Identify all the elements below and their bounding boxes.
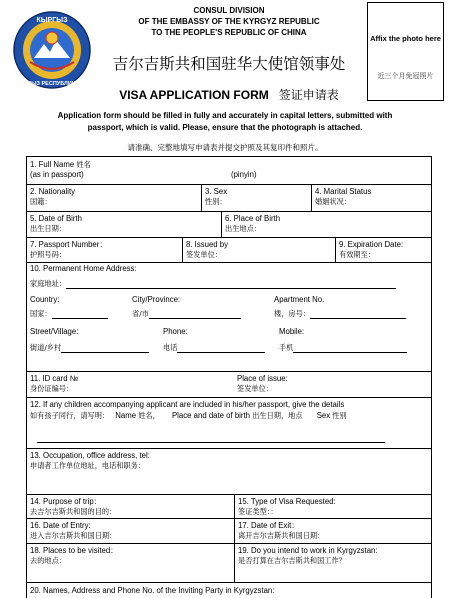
header-consul-division: CONSUL DIVISION	[193, 6, 265, 15]
field-purpose-of-trip[interactable]: 14. Purpose of trip： 去吉尔吉斯共和国的目的：	[30, 497, 117, 516]
field-visa-type[interactable]: 15. Type of Visa Requested: 签证类型：：	[238, 497, 336, 516]
field-nationality[interactable]: 2. Nationality 国籍：	[30, 187, 76, 206]
form-title-en: VISA APPLICATION FORM	[119, 88, 269, 102]
field-passport-number[interactable]: 7. Passport Number： 护照号码：	[30, 240, 108, 259]
instructions-line2: passport, which is valid. Please, ensure that the photograph is attached.	[87, 123, 363, 132]
field-country[interactable]: 国家：	[30, 309, 108, 319]
children-columns: 如有孩子同行，请写明： Name 姓名， Place and date of birth 出生日期，地点 Sex 性别	[30, 411, 347, 420]
field-expiration-date[interactable]: 9. Expiration Date: 有效期至：	[339, 240, 404, 259]
field-date-of-exit[interactable]: 17. Date of Exit： 离开吉尔吉斯共和国日期：	[238, 521, 325, 540]
country-label: Country:	[30, 295, 60, 304]
full-name-pinyin-label: (pinyin)	[231, 170, 257, 179]
field-apartment[interactable]: 楼，房号：	[274, 309, 406, 319]
mobile-label: Mobile:	[279, 327, 305, 336]
field-date-of-entry[interactable]: 16. Date of Entry: 进入吉尔吉斯共和国日期：	[30, 521, 117, 540]
application-form-table	[26, 156, 432, 598]
province-label: City/Province:	[132, 295, 181, 304]
field-id-place-of-issue[interactable]: Place of issue: 签发单位：	[237, 374, 288, 393]
instructions-line1: Application form should be filled in fully and accurately in capital letters, submitted with	[57, 111, 393, 120]
field-home-address[interactable]: 家庭地址：	[30, 279, 396, 289]
children-label: 12. If any children accompanying applicant are included in his/her passport, give the details	[30, 400, 345, 409]
field-street[interactable]: 街道/乡村	[30, 343, 149, 353]
field-sex[interactable]: 3. Sex 性别：	[205, 187, 228, 206]
field-issued-by[interactable]: 8. Issued by 签发单位：	[186, 240, 229, 259]
seal-bottom-text: КЫРГЫЗ РЕСПУБЛИКАСЫ	[15, 81, 89, 87]
home-address-label: 10. Permanent Home Address:	[30, 264, 137, 273]
apartment-label: Apartment No.	[274, 295, 325, 304]
field-intend-to-work[interactable]: 19. Do you intend to work in Kyrgyzstan: 是否打算在吉尔吉斯共和国工作？	[238, 546, 378, 565]
field-province[interactable]: 省/市	[132, 309, 241, 319]
header-embassy: OF THE EMBASSY OF THE KYRGYZ REPUBLIC	[138, 17, 320, 26]
photo-instruction-en: Affix the photo here	[370, 34, 441, 43]
form-title-zh: 签证申请表	[278, 88, 339, 102]
field-inviting-party[interactable]: 20. Names, Address and Phone No. of the Inviting Party in Kyrgyzstan:	[30, 586, 275, 595]
field-marital-status[interactable]: 4. Marital Status 婚姻状况：	[315, 187, 372, 206]
field-date-of-birth[interactable]: 5. Date of Birth 出生日期：	[30, 214, 83, 233]
header-title-chinese: 吉尔吉斯共和国驻华大使馆领事处	[112, 55, 346, 73]
field-occupation[interactable]: 13. Occupation, office address, tel: 申请者工作单位地址，电话和职务：	[30, 451, 150, 470]
photo-instruction-zh: 近三个月免冠照片	[377, 72, 434, 80]
phone-label: Phone:	[163, 327, 188, 336]
photo-box[interactable]	[367, 2, 444, 101]
street-label: Street/Village:	[30, 327, 79, 336]
field-place-of-birth[interactable]: 6. Place of Birth 出生地点：	[225, 214, 281, 233]
form-title	[98, 86, 360, 103]
embassy-seal-emblem	[12, 10, 92, 90]
field-phone[interactable]: 电话	[163, 343, 265, 353]
header-country: TO THE PEOPLE'S REPUBLIC OF CHINA	[151, 28, 307, 37]
field-places-to-visit[interactable]: 18. Places to be visited： 去的地点：	[30, 546, 118, 565]
field-children-details[interactable]	[37, 433, 385, 443]
field-full-name[interactable]: 1. Full Name 姓名 (as in passport)	[30, 160, 91, 179]
seal-top-text: КЫРГЫЗ	[36, 17, 68, 24]
field-mobile[interactable]: 手机	[279, 343, 407, 353]
instructions-chinese: 请准确、完整地填写申请表并提交护照及其复印件和照片。	[127, 143, 323, 152]
field-id-card[interactable]: 11. ID card № 身份证编号：	[30, 374, 79, 393]
